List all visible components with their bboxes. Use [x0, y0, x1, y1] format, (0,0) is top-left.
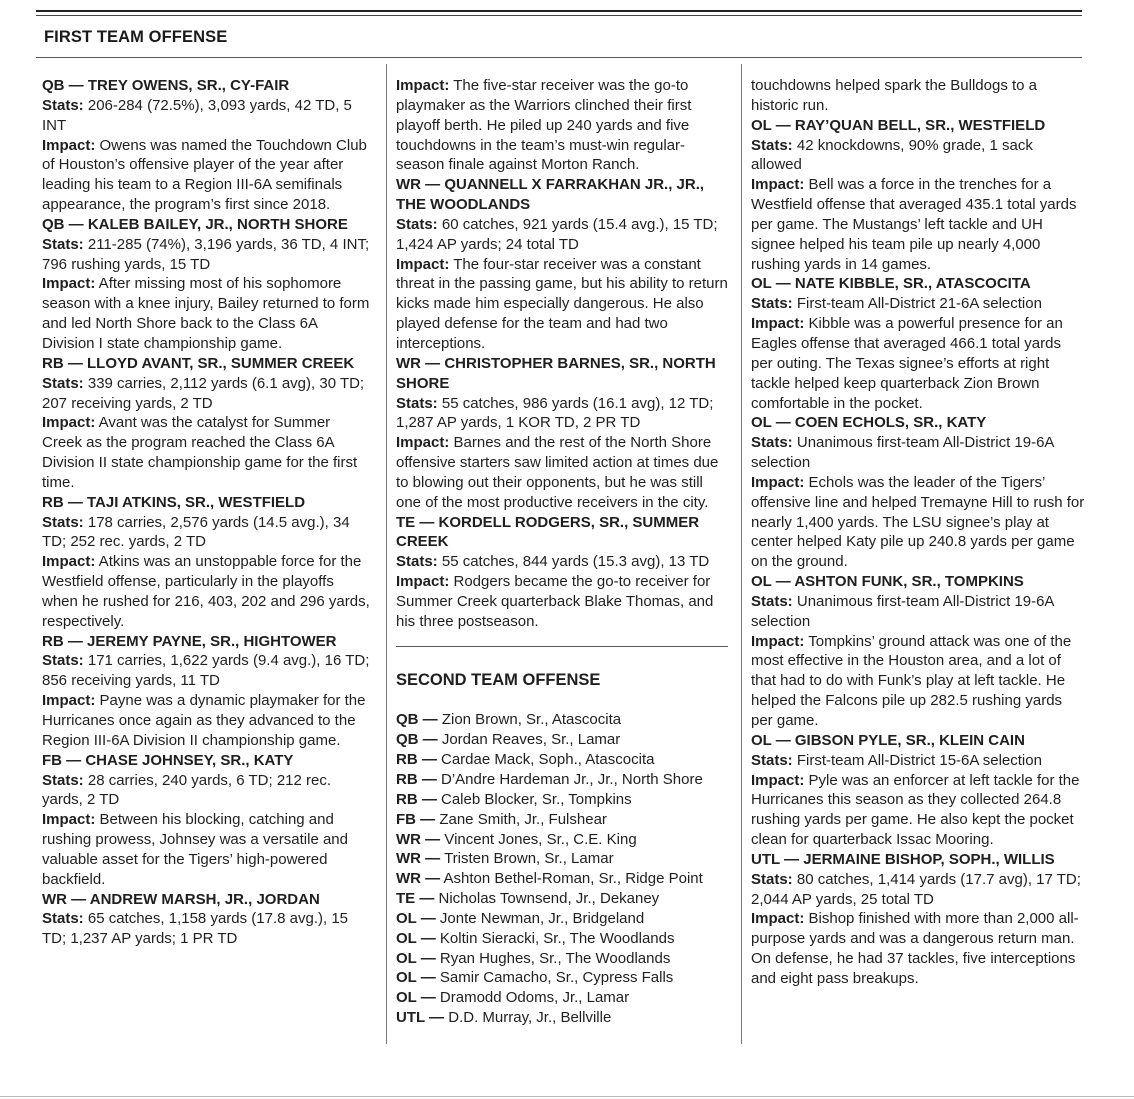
stats-label: Stats: [751, 434, 793, 452]
impact-label: Impact: [751, 315, 805, 333]
player-name: Dramodd Odoms, Jr., Lamar [435, 989, 630, 1007]
position-label: OL — [396, 909, 436, 927]
player-name: Vincent Jones, Sr., C.E. King [440, 830, 637, 848]
position-label: OL — [396, 989, 436, 1007]
player-entry [42, 215, 372, 354]
position-label: TE — [396, 890, 435, 908]
impact-label: Impact: [42, 275, 96, 293]
impact-label: Impact: [751, 771, 805, 789]
impact-text: Atkins was an unstoppable force for the Westfield offense, particularly in the playoffs when he rushed for 216, 403, 202 and 296 yards, respectively. [42, 553, 370, 630]
impact-text: After missing most of his sophomore season with a knee injury, Bailey returned to form and led North Shore back to the Class 6A Division I state championship game. [42, 275, 370, 352]
player-entry [42, 890, 372, 950]
player-heading: WR — CHRISTOPHER BARNES, SR., NORTH SHORE [396, 354, 716, 392]
player-entry-continued [396, 76, 728, 175]
stats-text: First-team All-District 21-6A selection [792, 295, 1042, 313]
impact-text: touchdowns helped spark the Bulldogs to a historic run. [751, 77, 1038, 114]
list-item [396, 730, 728, 750]
stats-label: Stats: [751, 136, 793, 154]
stats-label: Stats: [42, 374, 84, 392]
impact-label: Impact: [396, 573, 450, 591]
impact-label: Impact: [751, 632, 805, 650]
impact-label: Impact: [42, 414, 96, 432]
player-name: Cardae Mack, Soph., Atascocita [436, 751, 655, 769]
impact-label: Impact: [396, 255, 450, 273]
impact-text: Payne was a dynamic playmaker for the Hurricanes once again as they advanced to the Region III-6A Division II championship game. [42, 692, 366, 749]
player-heading: QB — KALEB BAILEY, JR., NORTH SHORE [42, 215, 348, 233]
player-heading: OL — RAY’QUAN BELL, SR., WESTFIELD [751, 116, 1046, 134]
list-item [396, 1008, 728, 1028]
player-name: D’Andre Hardeman Jr., Jr., North Shore [436, 771, 703, 788]
player-name: Nicholas Townsend, Jr., Dekaney [434, 890, 660, 908]
stats-label: Stats: [42, 771, 84, 789]
list-item [396, 949, 728, 969]
player-heading: OL — ASHTON FUNK, SR., TOMPKINS [751, 573, 1024, 591]
player-name: Samir Camacho, Sr., Cypress Falls [435, 969, 674, 987]
player-heading: RB — TAJI ATKINS, SR., WESTFIELD [42, 493, 306, 511]
list-item [396, 889, 728, 909]
player-name: Koltin Sieracki, Sr., The Woodlands [435, 929, 675, 947]
stats-text: 60 catches, 921 yards (15.4 avg.), 15 TD; 1,424 AP yards; 24 total TD [396, 215, 718, 253]
stats-text: 65 catches, 1,158 yards (17.8 avg.), 15 TD; 1,237 AP yards; 1 PR TD [42, 910, 349, 948]
position-label: OL — [396, 929, 436, 947]
player-entry [751, 572, 1085, 731]
player-entry [396, 175, 728, 354]
player-entry [42, 76, 372, 215]
stats-label: Stats: [751, 295, 793, 313]
impact-label: Impact: [751, 473, 805, 491]
player-heading: WR — ANDREW MARSH, JR., JORDAN [42, 890, 320, 908]
player-name: Caleb Blocker, Sr., Tompkins [436, 790, 632, 808]
list-item [396, 750, 728, 770]
player-name: Jordan Reaves, Sr., Lamar [437, 731, 621, 749]
impact-label: Impact: [42, 811, 96, 829]
list-item [396, 830, 728, 850]
impact-text: Bishop finished with more than 2,000 all-purpose yards and was a dangerous return man. On defense, he had 37 tackles, five interceptions and eight pass breakups. [751, 910, 1079, 987]
impact-label: Impact: [396, 77, 450, 94]
stats-label: Stats: [396, 394, 438, 412]
list-item [396, 770, 728, 790]
position-label: RB — [396, 790, 437, 808]
stats-text: 80 catches, 1,414 yards (17.7 avg), 17 TD; 2,044 AP yards, 25 total TD [751, 870, 1081, 908]
section-title: FIRST TEAM OFFENSE [44, 28, 228, 46]
list-item [396, 810, 728, 830]
player-heading: WR — QUANNELL X FARRAKHAN JR., JR., THE WOODLANDS [396, 176, 705, 214]
player-heading: OL — COEN ECHOLS, SR., KATY [751, 414, 987, 432]
position-label: QB — [396, 711, 438, 729]
list-item [396, 710, 728, 730]
player-heading: RB — LLOYD AVANT, SR., SUMMER CREEK [42, 354, 355, 372]
section-rule [36, 57, 1082, 58]
list-item [396, 929, 728, 949]
list-item [396, 849, 728, 869]
player-entry [751, 116, 1085, 275]
stats-label: Stats: [751, 751, 793, 769]
stats-text: 211-285 (74%), 3,196 yards, 36 TD, 4 INT; 796 rushing yards, 15 TD [42, 235, 370, 273]
impact-text: Rodgers became the go-to receiver for Summer Creek quarterback Blake Thomas, and his three postseason. [396, 573, 714, 630]
player-name: Zane Smith, Jr., Fulshear [435, 810, 607, 828]
page-bottom-rule [0, 1096, 1134, 1097]
player-heading: OL — NATE KIBBLE, SR., ATASCOCITA [751, 275, 1031, 293]
position-label: FB — [396, 810, 436, 828]
player-entry [751, 731, 1085, 850]
column-3 [751, 76, 1085, 989]
column-divider [386, 64, 387, 1044]
impact-label: Impact: [396, 434, 450, 452]
second-team-title: SECOND TEAM OFFENSE [396, 670, 601, 689]
section-rule [396, 646, 728, 647]
list-item [396, 968, 728, 988]
player-name: Tristen Brown, Sr., Lamar [440, 850, 614, 868]
stats-label: Stats: [42, 652, 84, 670]
column-2 [396, 76, 728, 1028]
stats-text: First-team All-District 15-6A selection [792, 751, 1042, 769]
player-name: Zion Brown, Sr., Atascocita [437, 711, 622, 729]
player-entry [396, 513, 728, 632]
position-label: UTL — [396, 1009, 445, 1027]
position-label: OL — [396, 969, 436, 987]
player-name: D.D. Murray, Jr., Bellville [444, 1009, 612, 1027]
impact-text: Bell was a force in the trenches for a Westfield offense that averaged 435.1 total yards per game. The Mustangs’ left tackle and UH signee helped his team pile up nearly 4,000 rushing yards in 14 games. [751, 176, 1077, 273]
impact-text: Echols was the leader of the Tigers’ offensive line and helped Tremayne Hill to rush for nearly 1,400 yards. The LSU signee’s play at center helped Katy pile up 240.8 yards per game on the ground. [751, 473, 1085, 571]
player-entry [42, 354, 372, 493]
stats-text: Unanimous first-team All-District 19-6A selection [751, 434, 1054, 472]
stats-label: Stats: [751, 592, 793, 610]
stats-label: Stats: [42, 235, 84, 253]
impact-text: The four-star receiver was a constant threat in the passing game, but his ability to return kicks made him especially dangerous. He also played defense for the team and had two interceptions. [396, 255, 728, 352]
list-item [396, 988, 728, 1008]
position-label: WR — [396, 830, 441, 848]
player-entry-continued [751, 76, 1085, 116]
stats-label: Stats: [42, 513, 84, 531]
player-entry [751, 274, 1085, 413]
list-item [396, 790, 728, 810]
player-entry [42, 632, 372, 751]
impact-label: Impact: [42, 136, 96, 154]
stats-text: 42 knockdowns, 90% grade, 1 sack allowed [751, 136, 1033, 174]
column-divider [741, 64, 742, 1044]
player-heading: TE — KORDELL RODGERS, SR., SUMMER CREEK [396, 513, 700, 551]
stats-text: 206-284 (72.5%), 3,093 yards, 42 TD, 5 INT [42, 96, 352, 134]
stats-label: Stats: [396, 215, 438, 233]
impact-text: Owens was named the Touchdown Club of Houston’s offensive player of the year after leading his team to a Region III-6A semifinals appearance, the program’s first since 2018. [42, 136, 367, 214]
position-label: WR — [396, 850, 441, 868]
position-label: OL — [396, 949, 436, 967]
player-entry [42, 493, 372, 632]
position-label: WR — [396, 870, 441, 888]
player-heading: OL — GIBSON PYLE, SR., KLEIN CAIN [751, 731, 1025, 749]
player-entry [751, 850, 1085, 989]
player-heading: UTL — JERMAINE BISHOP, SOPH., WILLIS [751, 850, 1055, 868]
stats-text: 55 catches, 844 yards (15.3 avg), 13 TD [437, 553, 710, 571]
stats-label: Stats: [42, 910, 84, 928]
position-label: QB — [396, 731, 438, 749]
top-rule [36, 10, 1082, 12]
impact-text: Avant was the catalyst for Summer Creek as the program reached the Class 6A Division II state championship game for the first time. [42, 414, 358, 491]
impact-text: Barnes and the rest of the North Shore offensive starters saw limited action at times due to blowing out their opponents, but he was still one of the most productive receivers in the city. [396, 434, 719, 511]
impact-label: Impact: [751, 176, 805, 194]
list-item [396, 869, 728, 889]
stats-text: 339 carries, 2,112 yards (6.1 avg), 30 TD; 207 receiving yards, 2 TD [42, 374, 365, 412]
column-1 [42, 76, 372, 949]
player-entry [751, 413, 1085, 572]
player-heading: RB — JEREMY PAYNE, SR., HIGHTOWER [42, 632, 337, 650]
impact-label: Impact: [42, 692, 96, 710]
player-entry [396, 354, 728, 513]
player-entry [42, 751, 372, 890]
impact-text: Tompkins’ ground attack was one of the most effective in the Houston area, and a lot of that had to do with Funk’s play at left tackle. He helped the Falcons pile up 282.5 rushing yards per game. [751, 632, 1072, 729]
stats-label: Stats: [42, 96, 84, 114]
player-name: Ryan Hughes, Sr., The Woodlands [435, 949, 671, 967]
stats-text: 55 catches, 986 yards (16.1 avg), 12 TD; 1,287 AP yards, 1 KOR TD, 2 PR TD [396, 394, 714, 432]
second-team-list [396, 710, 728, 1028]
player-heading: QB — TREY OWENS, SR., CY-FAIR [42, 77, 290, 94]
stats-label: Stats: [396, 553, 438, 571]
impact-label: Impact: [751, 910, 805, 928]
impact-text: Pyle was an enforcer at left tackle for the Hurricanes this season as they collected 264.8 rushing yards per game. He also kept the pocket clean for quarterback Issac Mooring. [751, 771, 1080, 849]
position-label: RB — [396, 751, 437, 769]
player-name: Ashton Bethel-Roman, Sr., Ridge Point [440, 870, 703, 888]
list-item [396, 909, 728, 929]
stats-label: Stats: [751, 870, 793, 888]
position-label: RB — [396, 771, 437, 788]
stats-text: 171 carries, 1,622 yards (9.4 avg.), 16 TD; 856 receiving yards, 11 TD [42, 652, 370, 690]
stats-text: 28 carries, 240 yards, 6 TD; 212 rec. yards, 2 TD [42, 771, 332, 809]
impact-text: The five-star receiver was the go-to playmaker as the Warriors clinched their first playoff berth. He piled up 240 yards and five touchdowns in the team’s must-win regular-season finale against Morton Ranch. [396, 77, 692, 174]
impact-text: Kibble was a powerful presence for an Eagles offense that averaged 466.1 total yards per outing. The Texas signee’s efforts at right tackle helped keep quarterback Zion Brown comfortable in the pocket. [751, 315, 1063, 412]
stats-text: Unanimous first-team All-District 19-6A selection [751, 592, 1054, 630]
player-heading: FB — CHASE JOHNSEY, SR., KATY [42, 751, 294, 769]
impact-text: Between his blocking, catching and rushing prowess, Johnsey was a versatile and valuable asset for the Tigers’ high-powered backfield. [42, 811, 348, 888]
top-rule-thin [36, 15, 1082, 16]
player-name: Jonte Newman, Jr., Bridgeland [435, 909, 645, 927]
impact-label: Impact: [42, 553, 96, 571]
stats-text: 178 carries, 2,576 yards (14.5 avg.), 34 TD; 252 rec. yards, 2 TD [42, 513, 350, 551]
